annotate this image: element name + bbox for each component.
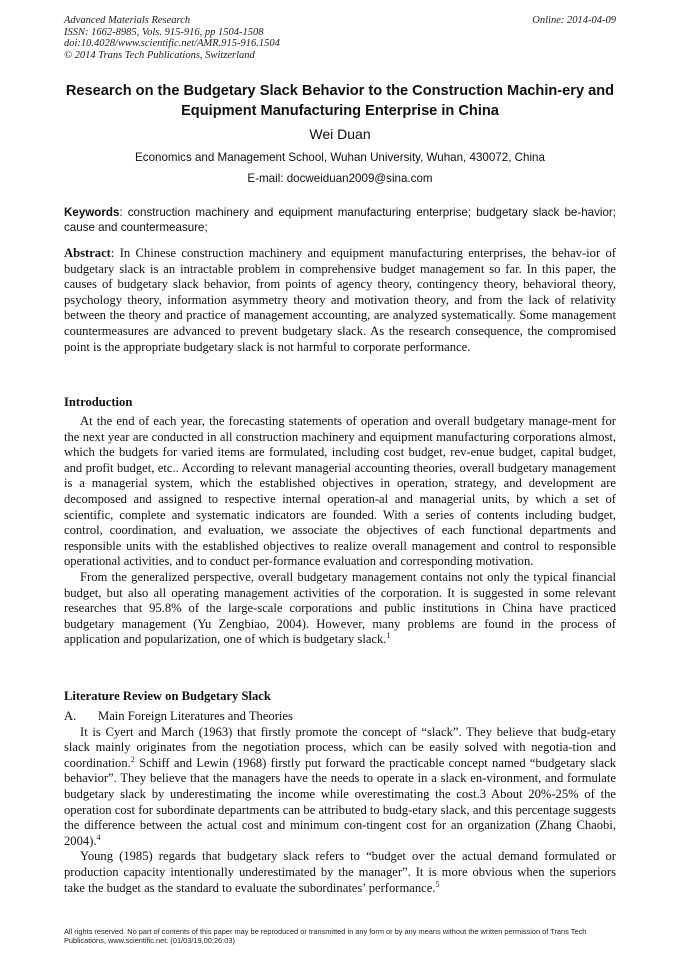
paragraph-text: From the generalized perspective, overall budgetary management contains not only the typical financial budget, but also all operating management activities of the corporation. It is suggested in some relevant researches that 95.8% of the large-scale corporations and public institutions in China have practiced budgetary management (Yu Zengbiao, 2004). However, many problems are found in the process of application and popularization, one of which is budgetary slack. <box>64 569 616 647</box>
citation-ref[interactable]: 2 <box>130 754 135 764</box>
abstract-block <box>64 246 616 355</box>
literature-heading: Literature Review on Budgetary Slack <box>64 689 271 703</box>
author-affiliation: Economics and Management School, Wuhan University, Wuhan, 430072, China <box>135 151 545 164</box>
journal-issn: ISSN: 1662-8985, Vols. 915-916, pp 1504-1508 <box>64 26 264 38</box>
paper-title: Research on the Budgetary Slack Behavior to the Construction Machin-ery and Equipment Manufacturing Enterprise in China <box>65 83 615 119</box>
subsection-heading <box>64 709 616 725</box>
subsection-title: Main Foreign Literatures and Theories <box>98 709 293 723</box>
paragraph <box>64 414 616 570</box>
journal-doi[interactable]: doi:10.4028/www.scientific.net/AMR.915-916.1504 <box>64 38 280 49</box>
literature-section <box>64 709 616 896</box>
paragraph-text: Schiff and Lewin (1968) firstly put forward the practicable concept named “budgetary slack behavior”. They believe that the managers have the needs to operate in a slack en-vironment, and formulate budgetary slack by underestimating the income while overestimating the cost.3 About 20%-25% of the operation cost for subordinate departments can be attributed to budg-etary slack, and this percentage suggests the difference between the actual cost and minimum con-tingent cost for an organization (Zhang Chaobi, 2004). <box>64 755 616 848</box>
paragraph <box>64 570 616 648</box>
abstract-text: : In Chinese construction machinery and equipment manufacturing enterprises, the behav-ior of budgetary slack is an intractable problem in comprehensive budget management so far. In this paper, the causes of budgetary slack behavior, from points of agency theory, contingency theory, behavioral theory, psychology theory, information asymmetry theory and motivation theory, and from the lack of relativity between the theory and practice of management accounting, are analyzed systematically. Some management countermeasures are advanced to prevent budgetary slack. As the research consequence, the compromised point is the appropriate budgetary slack is not harmful to corporate performance. <box>64 246 616 354</box>
journal-header <box>64 15 616 61</box>
keywords-text: : construction machinery and equipment manufacturing enterprise; budgetary slack be-havior; cause and countermeasure; <box>64 206 616 234</box>
keywords-block <box>64 206 616 235</box>
subsection-number: A. <box>64 709 77 723</box>
abstract-label: Abstract <box>64 246 111 260</box>
paragraph <box>64 849 616 896</box>
journal-copyright: © 2014 Trans Tech Publications, Switzerland <box>64 49 255 61</box>
citation-ref[interactable]: 1 <box>386 631 391 641</box>
paragraph-text: Young (1985) regards that budgetary slack refers to “budget over the actual demand formulated or production capacity intentionally underestimated by the manager”. It is more obvious when the superiors take the budget as the standard to evaluate the subordinates’ performance. <box>64 849 616 895</box>
online-date: Online: 2014-04-09 <box>532 15 616 26</box>
keywords-label: Keywords <box>64 206 120 219</box>
citation-ref[interactable]: 4 <box>96 832 101 842</box>
introduction-heading: Introduction <box>64 395 133 409</box>
citation-ref[interactable]: 5 <box>435 879 440 889</box>
author-email[interactable]: E-mail: docweiduan2009@sina.com <box>247 172 433 185</box>
paragraph-text: It is Cyert and March (1963) that firstly promote the concept of “slack”. They believe that budg-etary slack mainly originates from the negotiation process, which can be easily solved with negotia-tion and coordination. <box>64 724 616 770</box>
paragraph-text: At the end of each year, the forecasting statements of operation and overall budgetary manage-ment for the next year are conducted in all construction machinery and equipment manufacturing corporations almost, which the budgets for varied items are formulated, including cost budget, rev-enue budget, capital budget, and profit budget, etc.. According to relevant managerial accounting theories, overall budgetary management is a managerial system, which the established objectives in operation, strategy, and development are decomposed and assigned to respective internal operation-al and managerial units, by which a set of scientific, complete and systematic indicators are founded. With a series of contents including budget, control, coordination, and evaluation, we associate the objectives of each functional departments and responsible units with the established objectives to realize overall management and control to responsible operational activities, and to conduct per-formance evaluation and corresponding motivation. <box>64 414 616 569</box>
paper-author: Wei Duan <box>309 126 371 142</box>
introduction-section <box>64 414 616 648</box>
copyright-footer: All rights reserved. No part of contents of this paper may be reproduced or transmitted in any form or by any means without the written permission of Trans Tech Publications, www.scientific.net. (01/03/19,00:26:03) <box>64 927 587 945</box>
journal-name: Advanced Materials Research <box>64 15 191 26</box>
paragraph <box>64 725 616 850</box>
